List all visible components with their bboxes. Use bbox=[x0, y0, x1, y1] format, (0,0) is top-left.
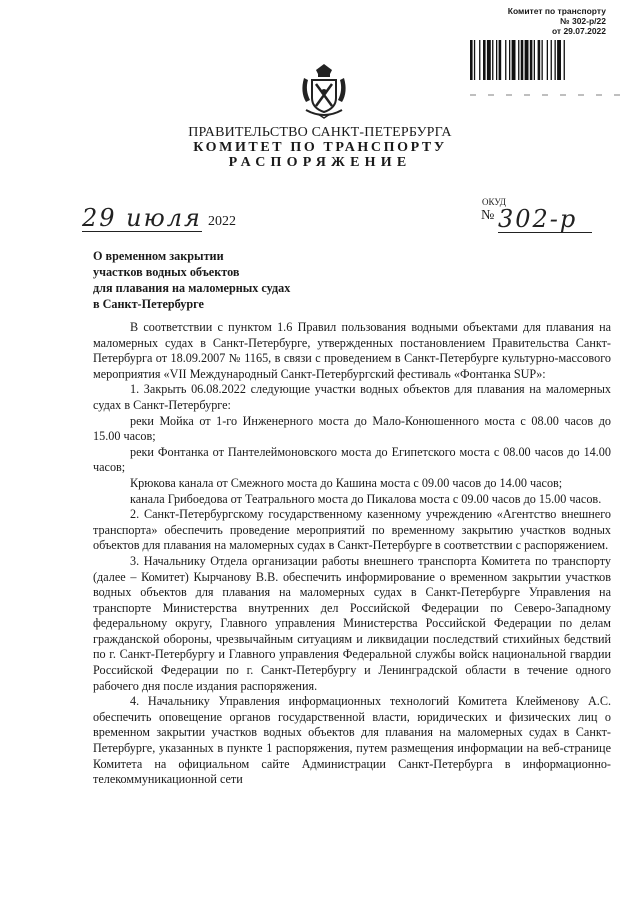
clause-1-item-griboedov: канала Грибоедова от Театрального моста до Пикалова моста с 09.00 часов до 15.00 часов. bbox=[130, 491, 602, 506]
committee-title: КОМИТЕТ ПО ТРАНСПОРТУ bbox=[193, 140, 447, 155]
clause-1-item-moika: реки Мойка от 1-го Инженерного моста до Мало-Конюшенного моста с 08.00 часов до 15.00 часов; bbox=[93, 413, 611, 444]
number-sign: № bbox=[481, 208, 495, 223]
handwritten-date: 29 июля bbox=[82, 204, 202, 232]
document-type: РАСПОРЯЖЕНИЕ bbox=[228, 155, 412, 170]
dashed-line bbox=[470, 92, 620, 98]
stamp-number: № 302-р/22 bbox=[560, 16, 606, 26]
clause-1: 1. Закрыть 06.08.2022 следующие участки водных объектов для плавания на маломерных судах в Санкт-Петербурге: bbox=[93, 382, 611, 412]
subject-line: О временном закрытии bbox=[93, 249, 224, 263]
subject-line: в Санкт-Петербурге bbox=[93, 297, 204, 311]
date-year: 2022 bbox=[208, 214, 236, 229]
clause-3: 3. Начальнику Отдела организации работы внешнего транспорта Комитета по транспорту (далее – Комитет) Кырчанову В.В. обеспечить информирование о временном закрытии участков водных объектов для плавания на маломерных судах в Санкт-Петербурге Управления на транспорте Министерства внутренних дел Российской Федерации по Северо-Западному федеральному округу, Главного управления Министерства Российской Федерации по делам гражданской обороны, чрезвычайным ситуациям и ликвидации последствий стихийных бедствий по г. Санкт-Петербургу и Главного управления Федеральной службы войск национальной гвардии Российской Федерации по г. Санкт-Петербургу и Ленинградской области в течение одного рабочего дня после издания распоряжения. bbox=[93, 553, 611, 693]
preamble-paragraph: В соответствии с пунктом 1.6 Правил пользования водными объектами для плавания на маломерных судах в Санкт-Петербурге, утвержденных постановлением Правительства Санкт-Петербурга от 18.09.2007 № 1165, в связи с проведением в Санкт-Петербурге культурно-массового мероприятия «VII Международный Санкт-Петербургский фестиваль «Фонтанка SUP»: bbox=[93, 320, 611, 381]
barcode bbox=[470, 40, 622, 80]
registration-stamp bbox=[486, 6, 606, 36]
stamp-date: от 29.07.2022 bbox=[551, 26, 606, 36]
clause-2: 2. Санкт-Петербургскому государственному казенному учреждению «Агентство внешнего транспорта» обеспечить проведение мероприятий по временному закрытию участков водных объектов для плавания на маломерных судах в Санкт-Петербурге в соответствии с распоряжением. bbox=[93, 507, 611, 553]
document-body bbox=[93, 320, 611, 788]
clause-1-item-fontanka: реки Фонтанка от Пантелеймоновского моста до Египетского моста с 08.00 часов до 14.00 часов; bbox=[93, 444, 611, 475]
clause-4: 4. Начальнику Управления информационных технологий Комитета Клейменову А.С. обеспечить оповещение органов государственной власти, юридических и физических лиц о временном закрытии участков водных объектов для плавания на маломерных судах в Санкт-Петербурге, указанных в пункте 1 распоряжения, путем размещения информации на веб-странице Комитета на официальном сайте Администрации Санкт-Петербурга в информационно-телекоммуникационной сети bbox=[93, 694, 611, 787]
government-title: ПРАВИТЕЛЬСТВО САНКТ-ПЕТЕРБУРГА bbox=[188, 125, 452, 140]
subject-line: для плавания на маломерных судах bbox=[93, 281, 291, 295]
subject-line: участков водных объектов bbox=[93, 265, 240, 279]
stamp-committee: Комитет по транспорту bbox=[507, 6, 606, 16]
handwritten-number: 302-р bbox=[498, 206, 592, 233]
document-subject bbox=[93, 248, 290, 312]
okud-label: ОКУД bbox=[482, 197, 506, 207]
coat-of-arms-emblem bbox=[296, 62, 352, 120]
clause-1-item-kryukov: Крюкова канала от Смежного моста до Кашина моста с 09.00 часов до 14.00 часов; bbox=[130, 475, 563, 490]
